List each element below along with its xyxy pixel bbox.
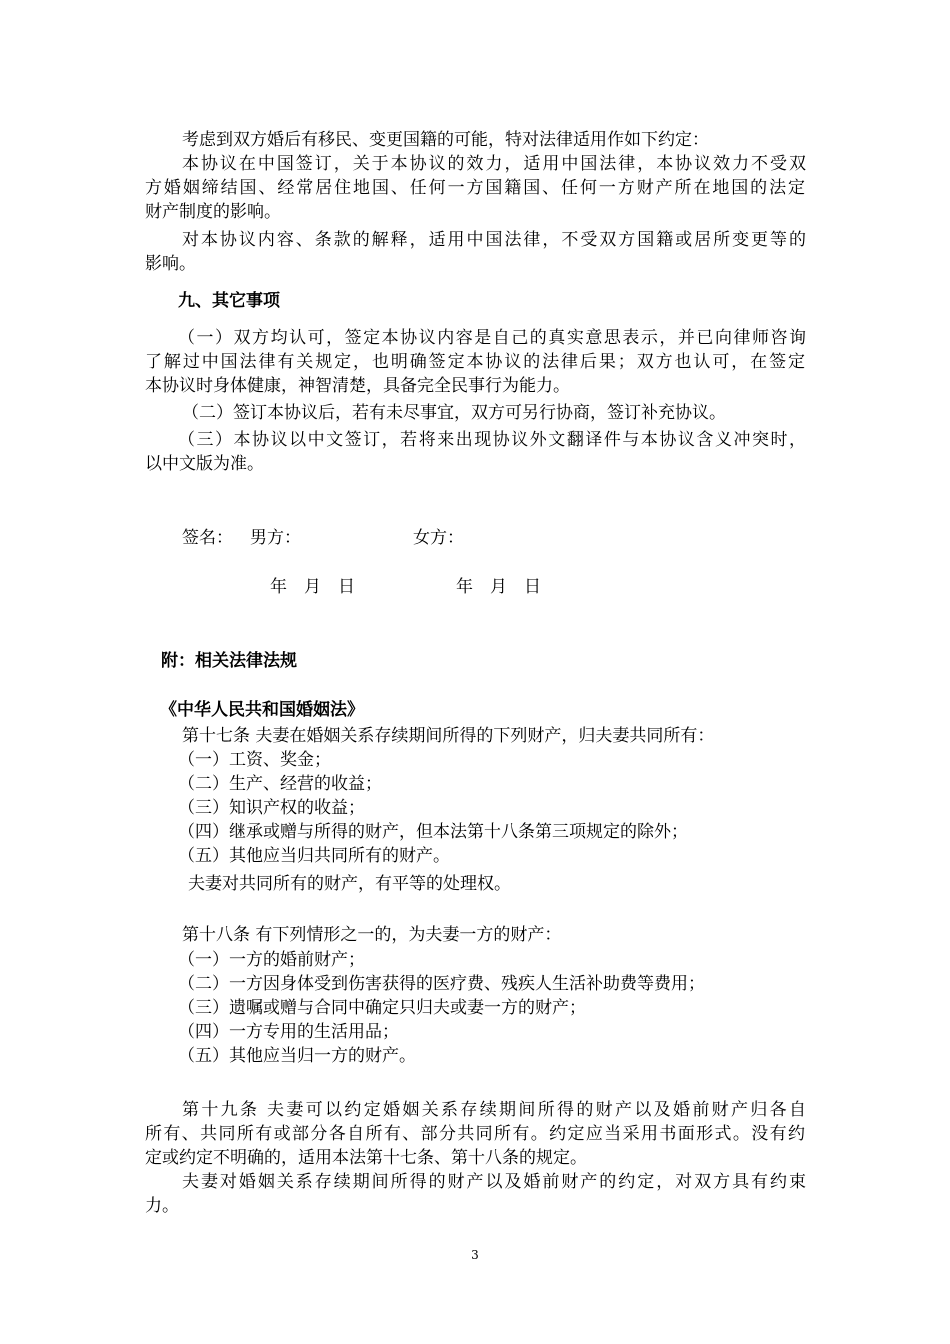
signature-male-label: 男方：	[250, 528, 301, 548]
list-item: （四）继承或赠与所得的财产，但本法第十八条第三项规定的除外；	[178, 822, 688, 842]
list-item: （四）一方专用的生活用品；	[178, 1022, 399, 1042]
law-title: 《中华人民共和国婚姻法》	[160, 700, 364, 720]
list-item: （一）工资、奖金；	[178, 750, 331, 770]
appendix-heading: 附：相关法律法规	[161, 651, 297, 671]
signature-female-date: 年 月 日	[456, 577, 541, 597]
article-19-line: 夫妻对婚姻关系存续期间所得的财产以及婚前财产的约定，对双方具有约束	[182, 1172, 806, 1192]
paragraph-line: 影响。	[145, 254, 196, 274]
paragraph-line: 本协议在中国签订，关于本协议的效力，适用中国法律，本协议效力不受双	[182, 154, 806, 174]
signature-female-label: 女方：	[413, 528, 464, 548]
paragraph-line: 方婚姻缔结国、经常居住地国、任何一方国籍国、任何一方财产所在地国的法定	[145, 178, 805, 198]
paragraph-line: 财产制度的影响。	[145, 202, 281, 222]
list-item: （三）知识产权的收益；	[178, 798, 365, 818]
paragraph-law-applicability-intro: 考虑到双方婚后有移民、变更国籍的可能，特对法律适用作如下约定：	[182, 130, 709, 150]
paragraph-line: （二）签订本协议后，若有未尽事宜，双方可另行协商，签订补充协议。	[182, 403, 726, 423]
list-item: （二）一方因身体受到伤害获得的医疗费、残疾人生活补助费等费用；	[178, 974, 705, 994]
signature-male-date: 年 月 日	[270, 577, 355, 597]
signature-label: 签名：	[182, 528, 233, 548]
list-item: （三）遗嘱或赠与合同中确定只归夫或妻一方的财产；	[178, 998, 586, 1018]
article-17-head: 第十七条 夫妻在婚姻关系存续期间所得的下列财产，归夫妻共同所有：	[182, 726, 715, 746]
article-17-tail: 夫妻对共同所有的财产，有平等的处理权。	[188, 874, 511, 894]
paragraph-line: 对本协议内容、条款的解释，适用中国法律，不受双方国籍或居所变更等的	[182, 230, 806, 250]
article-19-line: 定或约定不明确的，适用本法第十七条、第十八条的规定。	[145, 1148, 587, 1168]
article-19-line: 力。	[145, 1196, 179, 1216]
article-19-line: 第十九条 夫妻可以约定婚姻关系存续期间所得的财产以及婚前财产归各自	[182, 1100, 806, 1120]
list-item: （一）一方的婚前财产；	[178, 950, 365, 970]
page-number: 3	[471, 1248, 479, 1262]
paragraph-line: 了解过中国法律有关规定，也明确签定本协议的法律后果；双方也认可，在签定	[145, 352, 805, 372]
list-item: （二）生产、经营的收益；	[178, 774, 382, 794]
section-heading-other-matters: 九、其它事项	[178, 291, 280, 311]
list-item: （五）其他应当归一方的财产。	[178, 1046, 416, 1066]
paragraph-line: 以中文版为准。	[145, 454, 264, 474]
list-item: （五）其他应当归共同所有的财产。	[178, 846, 450, 866]
paragraph-line: （一）双方均认可，签定本协议内容是自己的真实意思表示，并已向律师咨询	[178, 328, 806, 348]
paragraph-line: 本协议时身体健康，神智清楚，具备完全民事行为能力。	[145, 376, 570, 396]
paragraph-line: （三）本协议以中文签订，若将来出现协议外文翻译件与本协议含义冲突时，	[178, 430, 806, 450]
article-19-line: 所有、共同所有或部分各自所有、部分共同所有。约定应当采用书面形式。没有约	[145, 1124, 805, 1144]
article-18-head: 第十八条 有下列情形之一的，为夫妻一方的财产：	[182, 925, 562, 945]
